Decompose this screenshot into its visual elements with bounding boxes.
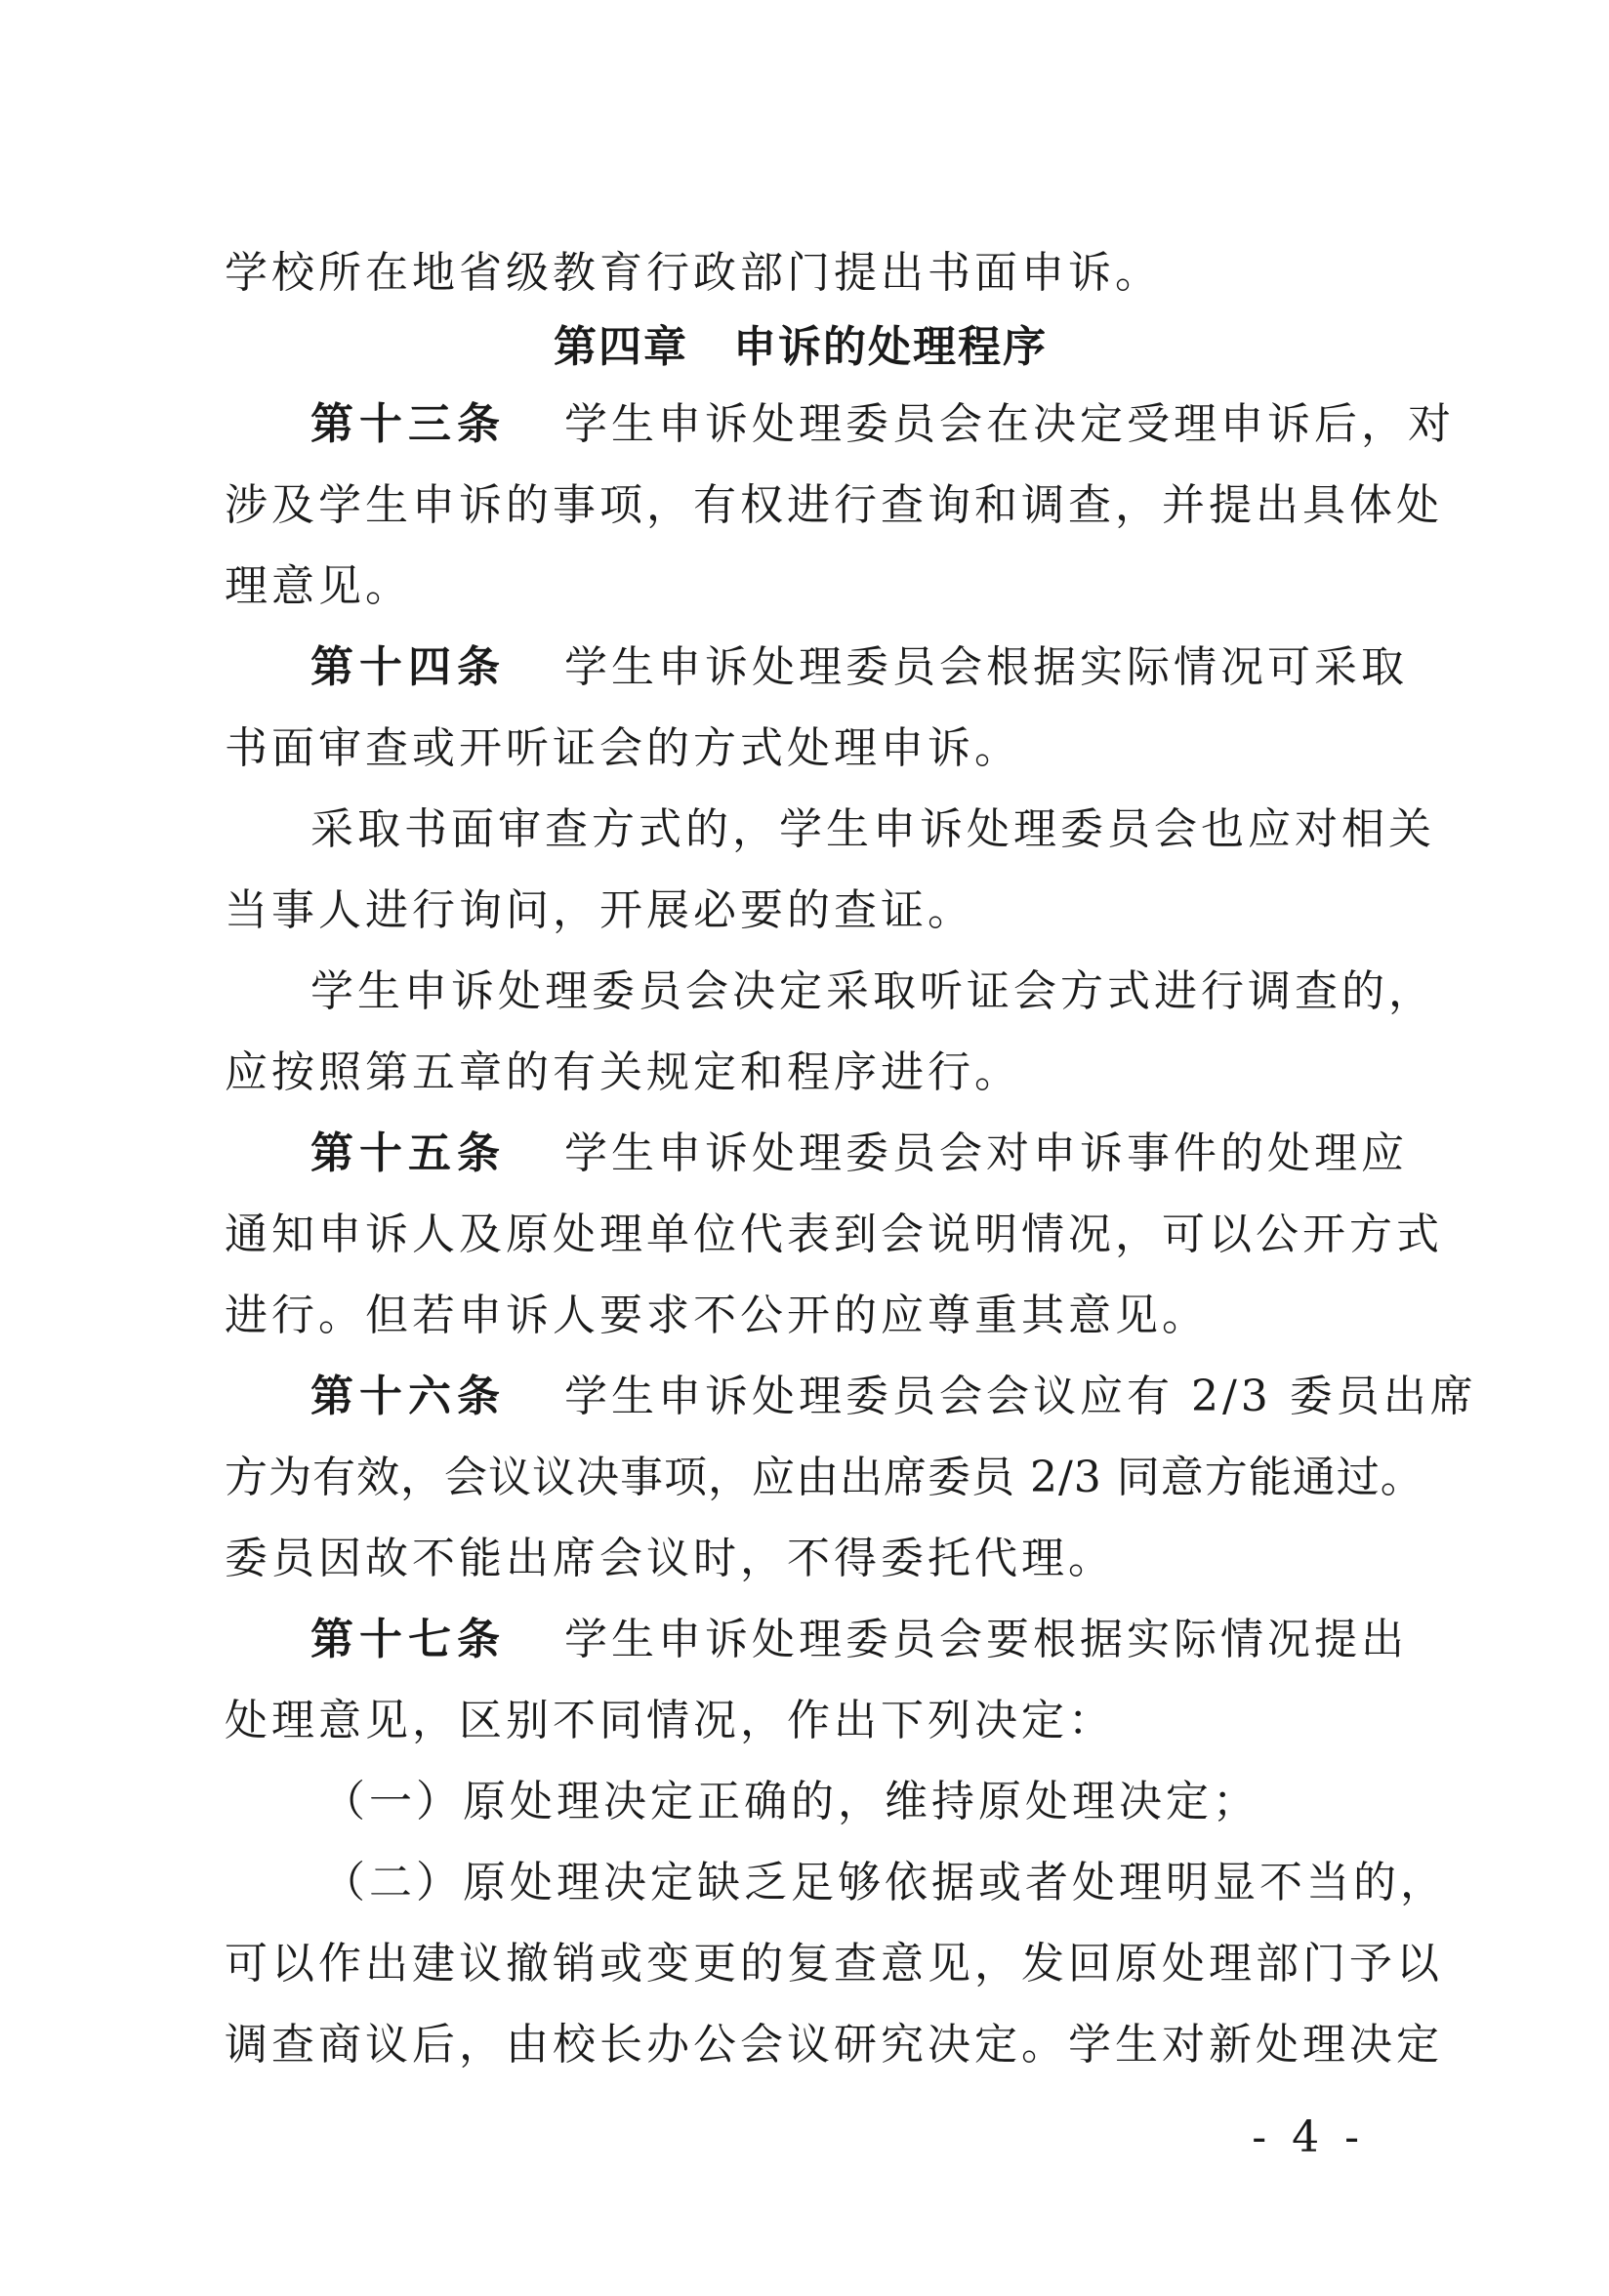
article-15-label: 第十五条 [310, 1128, 506, 1178]
paragraph-line: 学校所在地省级教育行政部门提出书面申诉。 [225, 248, 1162, 298]
article-16-line-1 [310, 1368, 1477, 1426]
paragraph-line: 通知申诉人及原处理单位代表到会说明情况，可以公开方式 [225, 1210, 1443, 1259]
article-15-line-1 [310, 1125, 1408, 1183]
paragraph-line: 方为有效，会议议决事项，应由出席委员 2/3 同意方能通过。 [225, 1453, 1424, 1502]
article-13-line-1 [310, 395, 1455, 454]
chapter-heading: 第四章 申诉的处理程序 [554, 322, 1048, 372]
paragraph-line: 理意见。 [225, 561, 412, 611]
article-14-line-1 [310, 638, 1408, 697]
paragraph-line: 进行。但若申诉人要求不公开的应尊重其意见。 [225, 1291, 1209, 1340]
list-item-2-line-1: （二）原处理决定缺乏足够依据或者处理明显不当的， [322, 1858, 1447, 1907]
list-item-1: （一）原处理决定正确的，维持原处理决定； [322, 1777, 1259, 1826]
paragraph-line: 可以作出建议撤销或变更的复查意见，发回原处理部门予以 [225, 1939, 1443, 1988]
paragraph-line: 书面审查或开听证会的方式处理申诉。 [225, 723, 1021, 773]
article-16-text: 学生申诉处理委员会会议应有 2/3 委员出席 [564, 1372, 1477, 1421]
article-16-label: 第十六条 [310, 1372, 506, 1421]
article-17-label: 第十七条 [310, 1615, 506, 1664]
article-14-text: 学生申诉处理委员会根据实际情况可采取 [564, 642, 1408, 692]
paragraph-line: 采取书面审查方式的，学生申诉处理委员会也应对相关 [310, 804, 1435, 854]
article-17-text: 学生申诉处理委员会要根据实际情况提出 [564, 1615, 1408, 1664]
paragraph-line: 处理意见，区别不同情况，作出下列决定： [225, 1696, 1115, 1745]
article-13-text: 学生申诉处理委员会在决定受理申诉后，对 [564, 399, 1455, 449]
paragraph-line: 应按照第五章的有关规定和程序进行。 [225, 1047, 1021, 1097]
page-number: - 4 - [1252, 2112, 1365, 2162]
paragraph-line: 调查商议后，由校长办公会议研究决定。学生对新处理决定 [225, 2020, 1443, 2070]
paragraph-line: 委员因故不能出席会议时，不得委托代理。 [225, 1534, 1115, 1583]
paragraph-line: 当事人进行询问，开展必要的查证。 [225, 885, 974, 935]
article-14-label: 第十四条 [310, 642, 506, 692]
paragraph-line: 学生申诉处理委员会决定采取听证会方式进行调查的， [310, 966, 1435, 1016]
article-15-text: 学生申诉处理委员会对申诉事件的处理应 [564, 1128, 1408, 1178]
paragraph-line: 涉及学生申诉的事项，有权进行查询和调查，并提出具体处 [225, 480, 1443, 530]
article-13-label: 第十三条 [310, 399, 506, 449]
article-17-line-1 [310, 1611, 1408, 1669]
